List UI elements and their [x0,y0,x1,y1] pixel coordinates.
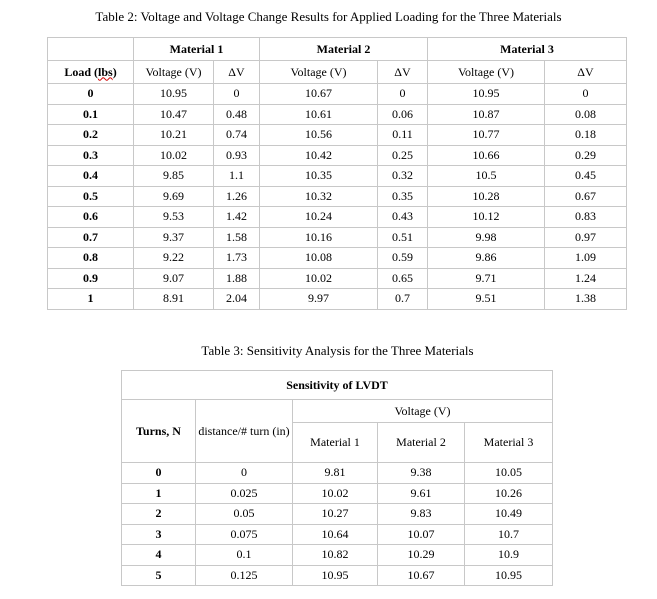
table-cell: 0.67 [545,186,627,207]
table-cell: 9.51 [428,289,545,310]
table-cell: 0.11 [378,125,428,146]
table-cell: 0.075 [196,524,293,545]
voltage-header: Voltage (V) [260,61,378,84]
table-row [48,227,627,248]
table-cell: 0.51 [378,227,428,248]
material-1-header: Material 1 [293,423,378,463]
table-cell: 1.58 [214,227,260,248]
table-cell: 1.38 [545,289,627,310]
table-cell: 1.09 [545,248,627,269]
table-cell: 5 [122,565,196,586]
table-cell: 10.95 [428,84,545,105]
table-cell: 10.61 [260,104,378,125]
table-cell: 0.48 [214,104,260,125]
table-cell: 9.71 [428,268,545,289]
table-cell: 0.05 [196,504,293,525]
table-cell: 9.97 [260,289,378,310]
spellcheck-underline: lbs [98,64,113,79]
voltage-header: Voltage (V) [134,61,214,84]
table-cell: 10.9 [465,545,553,566]
table-cell: 10.16 [260,227,378,248]
table-cell: 0.7 [378,289,428,310]
table-row [122,504,553,525]
table-row [48,84,627,105]
distance-header: distance/# turn (in) [196,400,293,463]
sensitivity-title: Sensitivity of LVDT [122,371,553,400]
table-cell: 0.32 [378,166,428,187]
table-cell: 0.025 [196,483,293,504]
delta-header: ΔV [545,61,627,84]
table-row [122,545,553,566]
table-cell: 1 [122,483,196,504]
table-cell: 8.91 [134,289,214,310]
table-cell: 10.56 [260,125,378,146]
table-cell: 10.66 [428,145,545,166]
table-cell: 9.53 [134,207,214,228]
table-cell: 2.04 [214,289,260,310]
table-cell: 0.25 [378,145,428,166]
table-row [48,289,627,310]
table-cell: 1.24 [545,268,627,289]
table-cell: 0.83 [545,207,627,228]
table-row [122,524,553,545]
table-cell: 0.59 [378,248,428,269]
table-cell: 10.24 [260,207,378,228]
table-cell: 10.77 [428,125,545,146]
voltage-header: Voltage (V) [428,61,545,84]
table-cell: 0 [48,84,134,105]
table-cell: 9.37 [134,227,214,248]
table-cell: 2 [122,504,196,525]
table-cell: 10.35 [260,166,378,187]
table-cell: 0 [378,84,428,105]
table-cell: 10.95 [134,84,214,105]
table-cell: 9.61 [378,483,465,504]
turns-header: Turns, N [122,400,196,463]
table-cell: 0.5 [48,186,134,207]
table-cell: 10.64 [293,524,378,545]
table-cell: 1.73 [214,248,260,269]
table-cell: 0.93 [214,145,260,166]
table-cell: 0.08 [545,104,627,125]
table-cell: 9.98 [428,227,545,248]
table-cell: 1.88 [214,268,260,289]
table-cell: 1.42 [214,207,260,228]
voltage-group-header: Voltage (V) [293,400,553,423]
voltage-results-table [47,37,627,310]
table-row [48,186,627,207]
table-row [122,463,553,484]
table-cell: 10.08 [260,248,378,269]
table-cell: 0.65 [378,268,428,289]
table-cell: 0 [196,463,293,484]
delta-header: ΔV [214,61,260,84]
table3-caption: Table 3: Sensitivity Analysis for the Three Materials [201,343,474,358]
material-2-header: Material 2 [378,423,465,463]
group-header-material-2: Material 2 [260,38,428,61]
table-cell: 3 [122,524,196,545]
table-cell: 9.38 [378,463,465,484]
table-cell: 0.1 [196,545,293,566]
table-cell: 10.02 [293,483,378,504]
load-header: Load (lbs) [48,61,134,84]
table-cell: 10.95 [465,565,553,586]
table-cell: 10.07 [378,524,465,545]
group-header-material-1: Material 1 [134,38,260,61]
table-cell: 10.5 [428,166,545,187]
table-row [122,565,553,586]
table-cell: 10.26 [465,483,553,504]
table-row [48,145,627,166]
table-cell: 10.7 [465,524,553,545]
table-cell: 0.74 [214,125,260,146]
table-cell: 0.9 [48,268,134,289]
table-cell: 0.29 [545,145,627,166]
table-cell: 0.8 [48,248,134,269]
table-cell: 9.81 [293,463,378,484]
table-cell: 0.6 [48,207,134,228]
table-cell: 10.29 [378,545,465,566]
table-cell: 9.07 [134,268,214,289]
table-cell: 10.47 [134,104,214,125]
table2-caption: Table 2: Voltage and Voltage Change Results for Applied Loading for the Three Materials [95,9,562,24]
table-cell: 0 [122,463,196,484]
table-cell: 10.67 [260,84,378,105]
table-cell: 0.18 [545,125,627,146]
table-cell: 0.97 [545,227,627,248]
table-cell: 4 [122,545,196,566]
table-row [48,248,627,269]
table-cell: 9.69 [134,186,214,207]
table-cell: 0.43 [378,207,428,228]
table-cell: 0.4 [48,166,134,187]
table-cell: 0.3 [48,145,134,166]
sensitivity-table [121,370,553,586]
delta-header: ΔV [378,61,428,84]
table-row [48,125,627,146]
table-cell: 10.05 [465,463,553,484]
table-cell: 10.95 [293,565,378,586]
table-cell: 10.42 [260,145,378,166]
table-cell: 0 [545,84,627,105]
table-cell: 10.67 [378,565,465,586]
table-cell: 1.1 [214,166,260,187]
table-cell: 9.83 [378,504,465,525]
table-cell: 10.32 [260,186,378,207]
table-cell: 0.7 [48,227,134,248]
table-row [48,104,627,125]
table-cell: 0.45 [545,166,627,187]
table-cell: 10.02 [260,268,378,289]
table-row [48,268,627,289]
table-cell: 10.02 [134,145,214,166]
table-cell: 10.21 [134,125,214,146]
table-cell: 1 [48,289,134,310]
table-cell: 1.26 [214,186,260,207]
table-cell: 10.82 [293,545,378,566]
table-row [122,483,553,504]
table-cell: 9.85 [134,166,214,187]
table-cell: 0 [214,84,260,105]
table-cell: 0.06 [378,104,428,125]
table-cell: 10.49 [465,504,553,525]
header-blank [48,38,134,61]
table-cell: 10.12 [428,207,545,228]
material-3-header: Material 3 [465,423,553,463]
table-cell: 0.125 [196,565,293,586]
table-cell: 0.1 [48,104,134,125]
group-header-material-3: Material 3 [428,38,627,61]
table-cell: 0.35 [378,186,428,207]
table-cell: 10.27 [293,504,378,525]
table-cell: 9.22 [134,248,214,269]
table-cell: 10.28 [428,186,545,207]
table-row [48,166,627,187]
table-cell: 9.86 [428,248,545,269]
table-cell: 0.2 [48,125,134,146]
table-cell: 10.87 [428,104,545,125]
table-row [48,207,627,228]
